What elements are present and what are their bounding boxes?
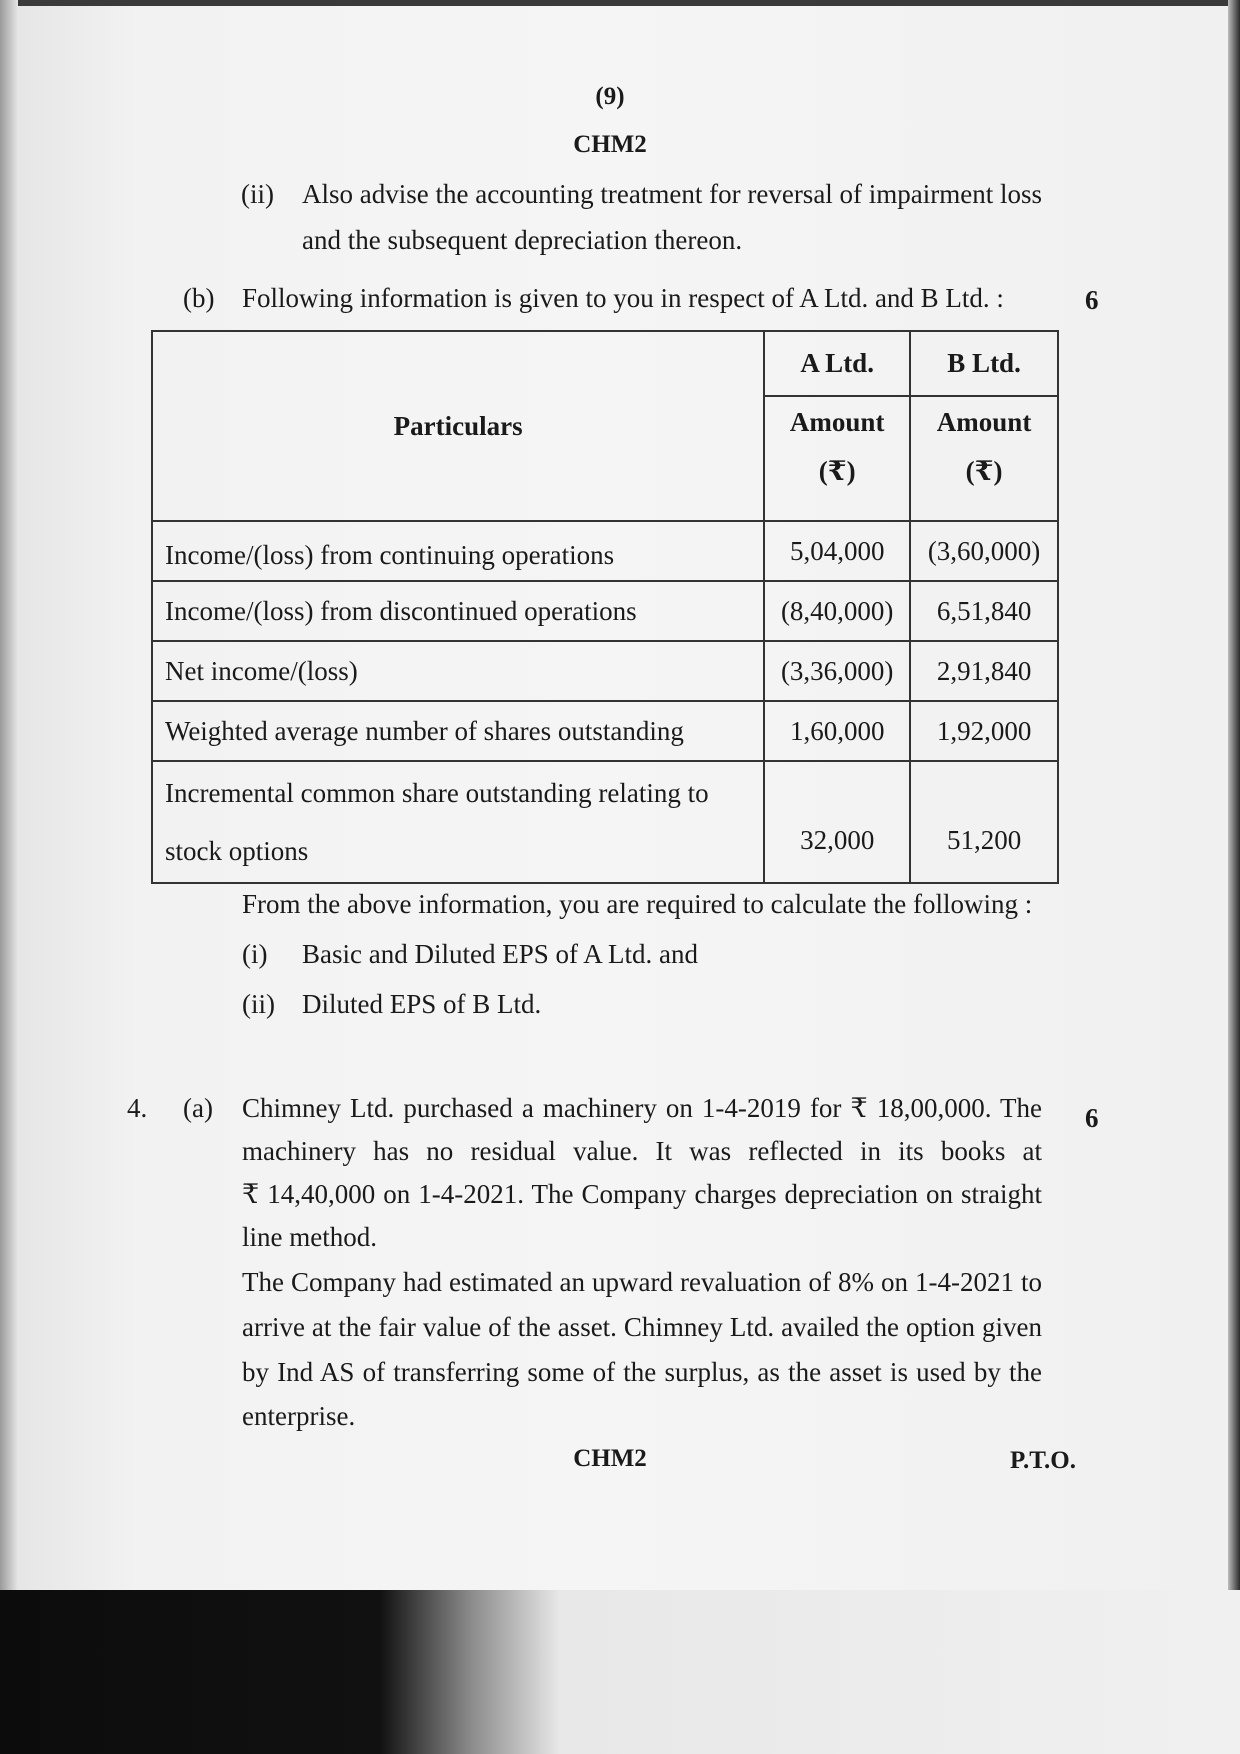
table-row (152, 701, 1058, 761)
part-b-marks: 6 (1085, 285, 1099, 315)
header-b-ltd: B Ltd. (910, 331, 1058, 396)
q4-para2-line2: arrive at the fair value of the asset. Chimney Ltd. availed the option given (242, 1312, 1042, 1342)
item-i-text: Basic and Diluted EPS of A Ltd. and (302, 939, 698, 969)
row-label: Weighted average number of shares outstanding (152, 701, 764, 761)
question-4a-label: (a) (183, 1093, 213, 1123)
row-label-line1: Incremental common share outstanding relating to (165, 778, 709, 808)
part-a-ii-line1: Also advise the accounting treatment for reversal of impairment loss (302, 179, 1043, 209)
row-value-b: 2,91,840 (910, 641, 1058, 701)
row-label-multiline (152, 761, 764, 883)
item-ii-text: Diluted EPS of B Ltd. (302, 989, 542, 1019)
q4-para1-line3: ₹ 14,40,000 on 1-4-2021. The Company charges depreciation on straight (242, 1179, 1042, 1209)
b-currency-label: (₹) (965, 456, 1003, 486)
table-row (152, 521, 1058, 581)
header-particulars: Particulars (152, 331, 764, 521)
row-value-b: 1,92,000 (910, 701, 1058, 761)
a-amount-label: Amount (789, 407, 885, 437)
page-number: (9) (595, 83, 625, 110)
q4-para1-line2: machinery has no residual value. It was reflected in its books at (242, 1136, 1042, 1166)
a-currency-label: (₹) (818, 456, 856, 486)
header-b-amount (910, 396, 1058, 521)
row-label: Net income/(loss) (152, 641, 764, 701)
row-value-b: 6,51,840 (910, 581, 1058, 641)
row-value-b: (3,60,000) (910, 521, 1058, 581)
q4-para2-line1: The Company had estimated an upward revaluation of 8% on 1-4-2021 to (242, 1267, 1042, 1297)
b-amount-label: Amount (936, 407, 1032, 437)
q4-para1-line1: Chimney Ltd. purchased a machinery on 1-4-2019 for ₹ 18,00,000. The (242, 1093, 1042, 1123)
table-row (152, 641, 1058, 701)
paper-code: CHM2 (573, 131, 647, 158)
left-edge-shadow (0, 0, 18, 1590)
row-value-a: 32,000 (764, 761, 910, 883)
top-edge-shadow (0, 0, 1240, 6)
header-a-ltd: A Ltd. (764, 331, 910, 396)
row-value-a: 5,04,000 (764, 521, 910, 581)
eps-data-table (151, 330, 1059, 884)
row-label-line2: stock options (165, 836, 309, 866)
header-a-amount (764, 396, 910, 521)
footer-code: CHM2 (573, 1445, 647, 1472)
question-4a-marks: 6 (1085, 1103, 1099, 1133)
row-value-a: (8,40,000) (764, 581, 910, 641)
after-table-text: From the above information, you are required to calculate the following : (242, 889, 1033, 919)
item-ii-label: (ii) (242, 989, 275, 1019)
table-row (152, 761, 1058, 883)
item-i-label: (i) (242, 939, 268, 969)
part-a-ii-label: (ii) (241, 179, 274, 209)
part-b-label: (b) (183, 283, 215, 313)
table-row (152, 581, 1058, 641)
q4-para1-line4: line method. (242, 1222, 377, 1252)
row-value-b: 51,200 (910, 761, 1058, 883)
scan-bottom-shadow (0, 1590, 1240, 1754)
row-value-a: 1,60,000 (764, 701, 910, 761)
row-label: Income/(loss) from discontinued operations (152, 581, 764, 641)
part-b-intro: Following information is given to you in respect of A Ltd. and B Ltd. : (242, 283, 1004, 313)
part-a-ii-line2: and the subsequent depreciation thereon. (302, 225, 743, 255)
row-label: Income/(loss) from continuing operations (152, 521, 764, 581)
q4-para2-line4: enterprise. (242, 1401, 356, 1431)
row-value-a: (3,36,000) (764, 641, 910, 701)
footer-pto: P.T.O. (1010, 1447, 1076, 1474)
right-edge-shadow (1228, 0, 1240, 1754)
q4-para2-line3: by Ind AS of transferring some of the surplus, as the asset is used by the (242, 1357, 1042, 1387)
question-4-number: 4. (127, 1093, 148, 1123)
